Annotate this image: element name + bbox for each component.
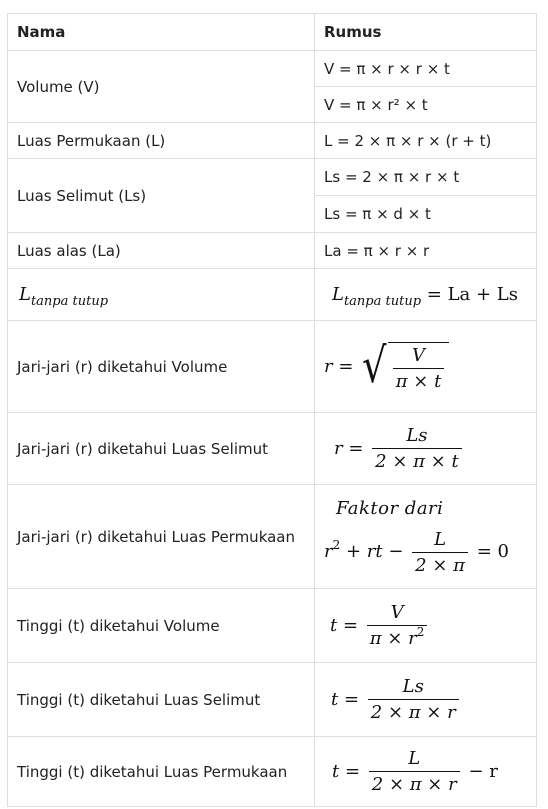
height-volume-name: Tinggi (t) diketahui Volume (8, 589, 315, 663)
table-row (8, 269, 537, 321)
fraction: $\frac{Ls}{2 \times \pi \times r}$ (368, 676, 459, 723)
table-row (8, 589, 537, 663)
faktor-note: Faktor dari (336, 497, 444, 519)
header-formula: Rumus (315, 14, 537, 51)
radius-surface-math: $r^2$ + rt − $\frac{L}{2 \times \pi}$ = 0 (324, 528, 509, 576)
open-top-name (8, 269, 315, 321)
radius-blanket-formula (315, 413, 537, 485)
height-surface-math: t = $\frac{L}{2 \times \pi \times r}$ − r (332, 748, 498, 795)
table-row (8, 123, 537, 159)
height-volume-formula (315, 589, 537, 663)
table-row (8, 663, 537, 737)
radius-volume-name: Jari-jari (r) diketahui Volume (8, 321, 315, 413)
height-blanket-math: t = $\frac{Ls}{2 \times \pi \times r}$ (331, 689, 462, 710)
table-row (8, 485, 537, 589)
open-top-formula (315, 269, 537, 321)
radius-blanket-name: Jari-jari (r) diketahui Luas Selimut (8, 413, 315, 485)
base-name: Luas alas (La) (8, 233, 315, 269)
height-surface-formula (315, 737, 537, 807)
header-name: Nama (8, 14, 315, 51)
table-row (8, 737, 537, 807)
volume-formula-2: V = π × r² × t (315, 87, 537, 123)
formula-table (7, 13, 537, 807)
table-row (8, 233, 537, 269)
open-top-formula-math: $L_{tanpa tutup} = La + Ls$ (332, 284, 518, 309)
radius-volume-formula (315, 321, 537, 413)
volume-name: Volume (V) (8, 51, 315, 123)
surface-formula: L = 2 × π × r × (r + t) (315, 123, 537, 159)
square-root: √ $\frac{V}{\pi \times t}$ (359, 342, 449, 392)
height-blanket-formula (315, 663, 537, 737)
fraction: $\frac{Ls}{2 \times \pi \times t}$ (372, 425, 462, 472)
header-row (8, 14, 537, 51)
radius-surface-formula (315, 485, 537, 589)
table-row (8, 321, 537, 413)
blanket-formula-1: Ls = 2 × π × r × t (315, 159, 537, 196)
radius-volume-math: r = √ $\frac{V}{\pi \times t}$ (324, 356, 449, 377)
base-formula: La = π × r × r (315, 233, 537, 269)
open-top-name-math: $L_{tanpa tutup}$ (19, 284, 109, 309)
table-row (8, 51, 537, 87)
table-row (8, 413, 537, 485)
blanket-name: Luas Selimut (Ls) (8, 159, 315, 233)
volume-formula-1: V = π × r × r × t (315, 51, 537, 87)
fraction: $\frac{L}{2 \times \pi}$ (412, 529, 468, 576)
surface-name: Luas Permukaan (L) (8, 123, 315, 159)
height-surface-name: Tinggi (t) diketahui Luas Permukaan (8, 737, 315, 807)
height-volume-math: t = $\frac{V}{\pi \times r^2}$ (330, 615, 430, 636)
fraction: $\frac{V}{\pi \times r^2}$ (367, 602, 428, 649)
table-row (8, 159, 537, 196)
fraction: $\frac{L}{2 \times \pi \times r}$ (369, 748, 460, 795)
radius-blanket-math: r = $\frac{Ls}{2 \times \pi \times t}$ (334, 438, 465, 459)
radius-surface-name: Jari-jari (r) diketahui Luas Permukaan (8, 485, 315, 589)
height-blanket-name: Tinggi (t) diketahui Luas Selimut (8, 663, 315, 737)
blanket-formula-2: Ls = π × d × t (315, 196, 537, 233)
